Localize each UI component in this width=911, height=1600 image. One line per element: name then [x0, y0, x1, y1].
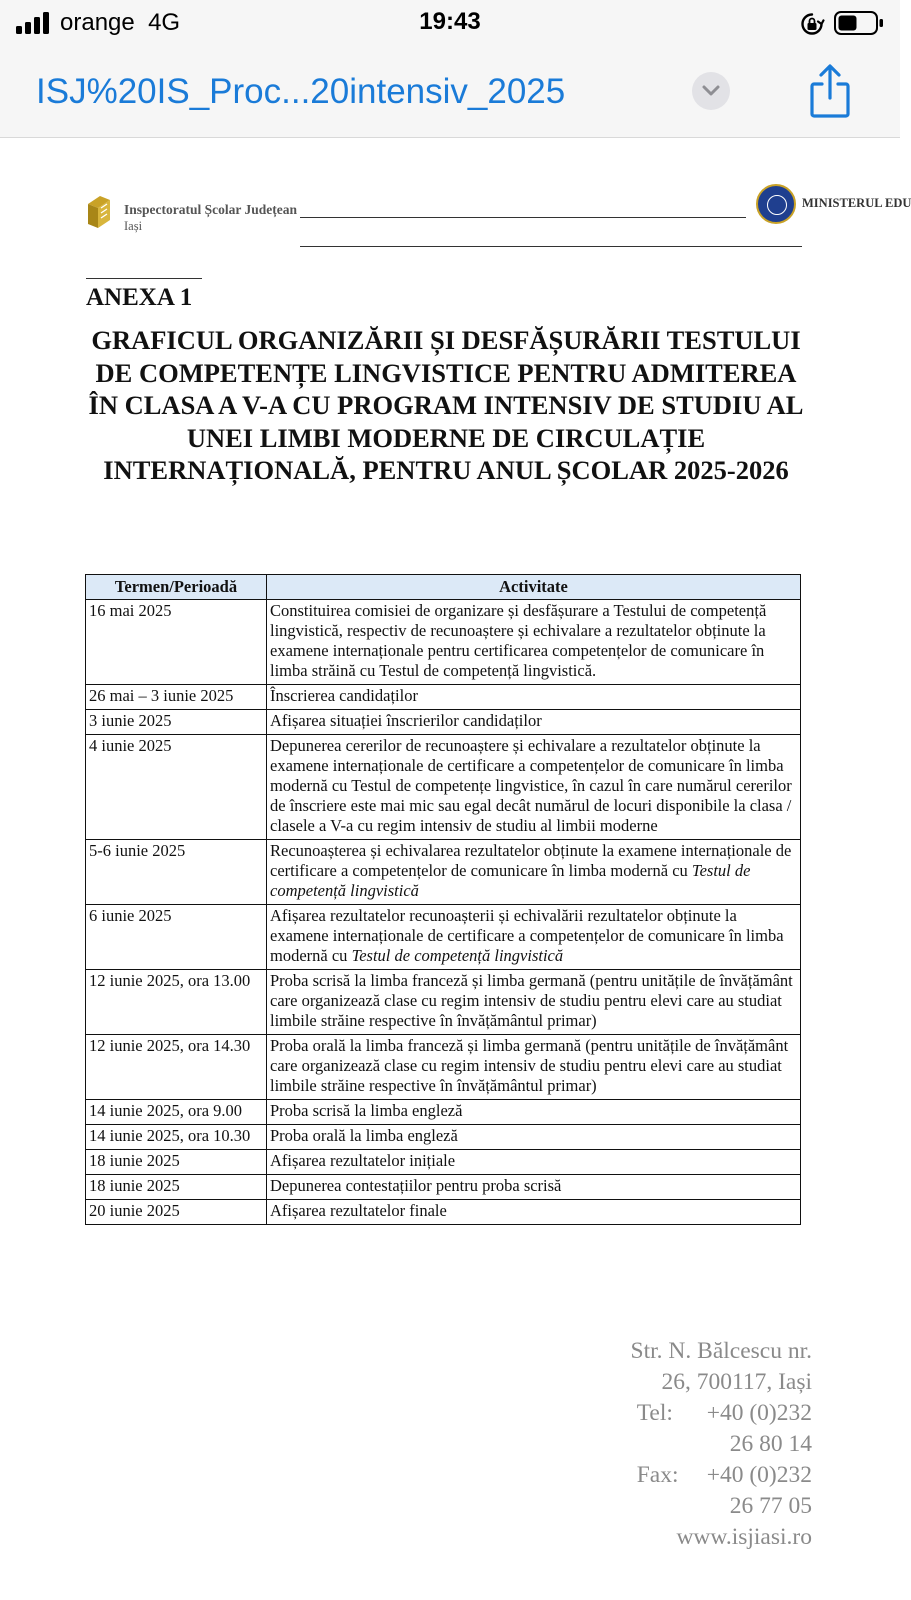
activity-text: Proba orală la limba franceză și limba germană (pentru unitățile de învățământ care organizează clase cu regim intensiv de studiu pentru elevi care au studiat limbile străine respective în învățământul primar): [270, 1036, 789, 1095]
letterhead-rule-top: [300, 217, 746, 218]
table-row: [86, 735, 801, 840]
ministry-name: MINISTERUL EDU: [802, 196, 911, 210]
activity-text: Constituirea comisiei de organizare și desfășurare a Testului de competență lingvistică, respectiv de recunoaștere și echivalare a rezultatelor obținute la examene internaționale pentru certificarea competențelor de comunicare în limba străină cu Testul de competență lingvistică.: [270, 601, 767, 680]
schedule-table-body: [86, 600, 801, 1225]
footer-address-line1: Str. N. Bălcescu nr.: [630, 1338, 812, 1364]
footer-contact: [560, 1336, 812, 1553]
file-options-button[interactable]: [692, 72, 730, 110]
table-row: [86, 685, 801, 710]
annex-label: ANEXA 1: [86, 284, 193, 311]
institution-name: Inspectoratul Școlar Județean: [124, 202, 298, 217]
government-seal-icon: [756, 184, 796, 224]
table-row: [86, 905, 801, 970]
table-row: [86, 1175, 801, 1200]
footer-tel-label: Tel:: [636, 1400, 673, 1426]
status-time: 19:43: [419, 8, 481, 35]
footer-address-line2: 26, 700117, Iași: [661, 1369, 812, 1395]
institution-city: Iași: [124, 219, 143, 233]
activity-text: Afișarea rezultatelor recunoașterii și echivalării rezultatelor obținute la examene internaționale de certificare a competențelor de comunicare în limba modernă cu: [270, 906, 784, 965]
table-cell-term: 18 iunie 2025: [86, 1175, 267, 1200]
activity-text: Proba scrisă la limba engleză: [270, 1101, 463, 1120]
letterhead-rule-bottom: [300, 246, 802, 247]
table-row: [86, 970, 801, 1035]
table-cell-activity: [267, 1100, 801, 1125]
table-cell-term: 4 iunie 2025: [86, 735, 267, 840]
table-cell-term: 26 mai – 3 iunie 2025: [86, 685, 267, 710]
activity-text: Afișarea situației înscrierilor candidaților: [270, 711, 542, 730]
network-type: 4G: [148, 9, 181, 36]
table-cell-term: 20 iunie 2025: [86, 1200, 267, 1225]
table-row: [86, 1150, 801, 1175]
table-cell-activity: [267, 710, 801, 735]
table-cell-activity: [267, 600, 801, 685]
table-cell-activity: [267, 970, 801, 1035]
file-name-title[interactable]: ISJ%20IS_Proc...20intensiv_2025: [36, 72, 566, 111]
table-cell-term: 16 mai 2025: [86, 600, 267, 685]
activity-text: Depunerea contestațiilor pentru proba scrisă: [270, 1176, 562, 1195]
table-cell-activity: [267, 685, 801, 710]
table-cell-term: 18 iunie 2025: [86, 1150, 267, 1175]
table-row: [86, 600, 801, 685]
table-cell-activity: [267, 905, 801, 970]
isj-logo-icon: [86, 194, 112, 230]
chevron-down-icon: [701, 83, 721, 99]
document-page[interactable]: [0, 138, 911, 1600]
battery-icon: [834, 11, 884, 35]
footer-tel-line2: 26 80 14: [729, 1431, 812, 1457]
footer-website[interactable]: www.isjiasi.ro: [676, 1524, 812, 1550]
table-row: [86, 840, 801, 905]
activity-text: Depunerea cererilor de recunoaștere și echivalare a rezultatelor obținute la examene internaționale de certificare a competențelor de comunicare în limba modernă cu Testul de competențe lingvistice, în cazul în care numărul cererilor de înscriere este mai mic sau egal decât numărul de locuri disponibile la clasa / clasele a V-a cu regim intensiv de studiu al limbii moderne: [270, 736, 792, 835]
status-bar: [0, 0, 900, 46]
schedule-table: [85, 574, 801, 1225]
table-header-row: [86, 575, 801, 600]
column-header-term: Termen/Perioadă: [86, 575, 267, 600]
footer-fax-row: [560, 1460, 812, 1491]
table-cell-term: 3 iunie 2025: [86, 710, 267, 735]
footer-fax-label: Fax:: [636, 1462, 679, 1488]
table-row: [86, 1100, 801, 1125]
table-row: [86, 1035, 801, 1100]
file-viewer-header: [0, 46, 900, 138]
footer-fax-line1: +40 (0)232: [706, 1462, 812, 1488]
table-cell-term: 14 iunie 2025, ora 9.00: [86, 1100, 267, 1125]
table-cell-term: 12 iunie 2025, ora 14.30: [86, 1035, 267, 1100]
table-cell-activity: [267, 1200, 801, 1225]
table-cell-activity: [267, 1125, 801, 1150]
table-row: [86, 710, 801, 735]
activity-text: Înscrierea candidaților: [270, 686, 418, 705]
table-row: [86, 1125, 801, 1150]
column-header-activity: Activitate: [267, 575, 801, 600]
document-title: GRAFICUL ORGANIZĂRII ȘI DESFĂȘURĂRII TESTULUI DE COMPETENȚE LINGVISTICE PENTRU ADMITEREA ÎN CLASA A V-A CU PROGRAM INTENSIV DE STUDIU AL UNEI LIMBI MODERNE DE CIRCULAȚIE INTERNAȚIONALĂ, PENTRU ANUL ȘCOLAR 2025-2026: [88, 325, 804, 485]
table-cell-term: 14 iunie 2025, ora 10.30: [86, 1125, 267, 1150]
table-cell-activity: [267, 1150, 801, 1175]
footer-fax-line2: 26 77 05: [729, 1493, 812, 1519]
share-icon[interactable]: [808, 64, 852, 120]
table-cell-term: 5-6 iunie 2025: [86, 840, 267, 905]
activity-text: Afișarea rezultatelor finale: [270, 1201, 447, 1220]
activity-italic-text: Testul de competență lingvistică: [270, 861, 751, 900]
table-cell-term: 6 iunie 2025: [86, 905, 267, 970]
table-cell-term: 12 iunie 2025, ora 13.00: [86, 970, 267, 1035]
activity-text: Proba orală la limba engleză: [270, 1126, 458, 1145]
table-cell-activity: [267, 1035, 801, 1100]
activity-text: Proba scrisă la limba franceză și limba germană (pentru unitățile de învățământ care organizează clase cu regim intensiv de studiu pentru elevi care au studiat limbile străine respective în învățământul primar): [270, 971, 793, 1030]
footer-tel-row: [560, 1398, 812, 1429]
activity-text: Afișarea rezultatelor inițiale: [270, 1151, 456, 1170]
rotation-lock-icon: [800, 12, 824, 36]
annex-rule: [86, 278, 202, 279]
table-cell-activity: [267, 840, 801, 905]
table-cell-activity: [267, 1175, 801, 1200]
table-row: [86, 1200, 801, 1225]
table-cell-activity: [267, 735, 801, 840]
activity-italic-text: Testul de competență lingvistică: [351, 946, 564, 965]
activity-text: Recunoașterea și echivalarea rezultatelor obținute la examene internaționale de certificare a competențelor de comunicare în limba modernă cu: [270, 841, 792, 880]
footer-tel-line1: +40 (0)232: [706, 1400, 812, 1426]
carrier-name: orange: [60, 9, 135, 36]
